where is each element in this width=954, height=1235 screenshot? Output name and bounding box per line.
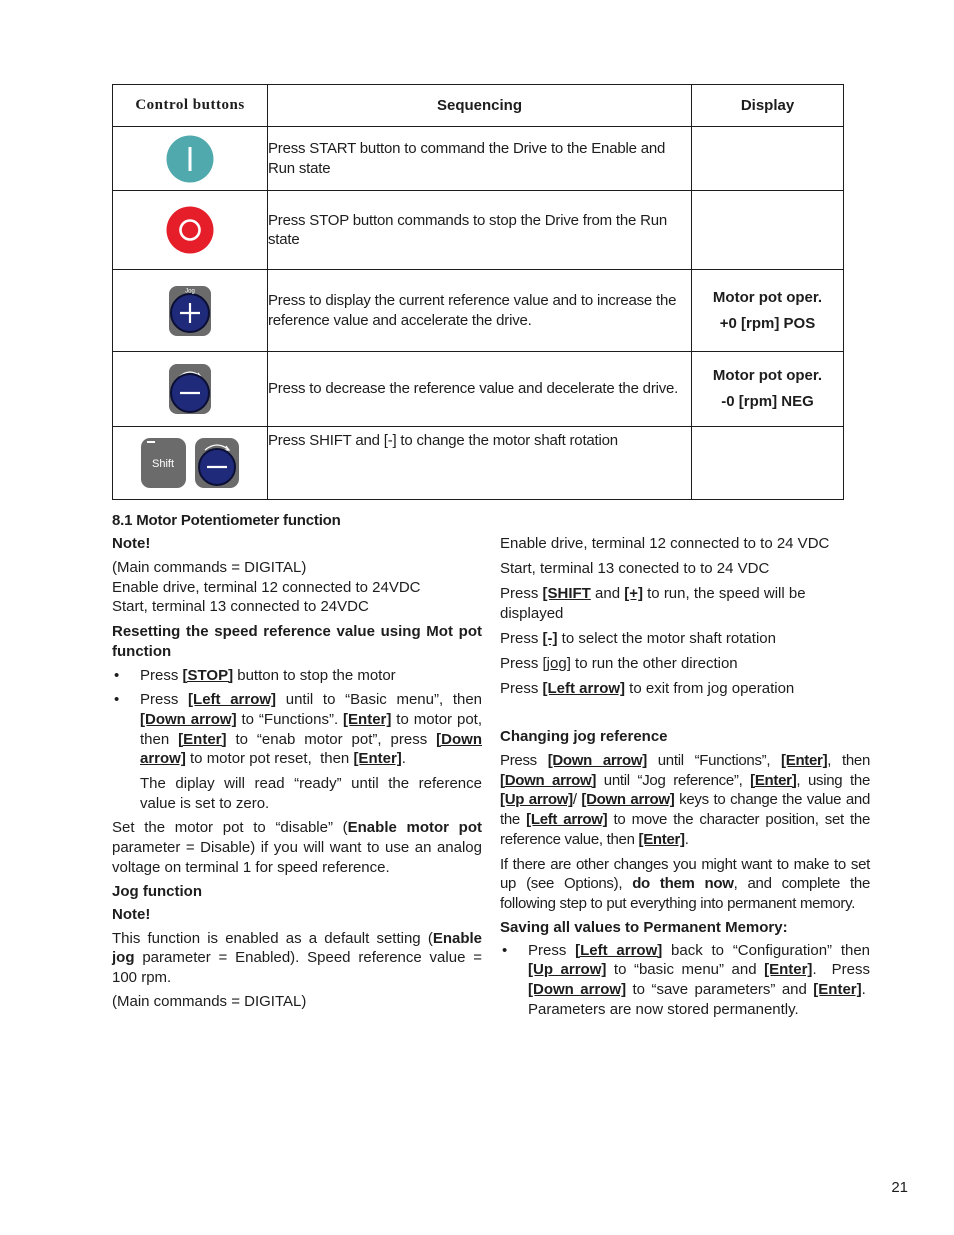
table-row xyxy=(113,270,844,352)
shift-label: Shift xyxy=(151,458,175,470)
display-line-1: Motor pot oper. xyxy=(712,288,823,306)
control-buttons-table xyxy=(112,84,844,500)
save-heading: Saving all values to Permanent Memory: xyxy=(500,918,788,936)
table-row xyxy=(113,352,844,427)
minus-sequencing-text: Press to decrease the reference value and decelerate the drive. xyxy=(268,352,692,427)
jog-plus-display-cell xyxy=(692,270,844,352)
main-commands-text-2: (Main commands = DIGITAL) xyxy=(112,992,307,1010)
stop-button-cell xyxy=(113,191,268,270)
main-commands-text: (Main commands = DIGITAL) xyxy=(112,559,307,576)
jog-heading: Jog function xyxy=(112,882,202,900)
header-display: Display xyxy=(692,85,844,127)
page-number: 21 xyxy=(891,1179,908,1196)
right-column xyxy=(500,534,870,1019)
note2-heading: Note! xyxy=(112,905,151,923)
table-row xyxy=(113,191,844,270)
jog-label: Jog xyxy=(185,288,195,294)
jog-reference-text: Press [Down arrow] until “Functions”, [Enter], then [Down arrow] until “Jog reference”, [Enter], using the [Up arrow]/ [Down arrow] keys to change the value and the [Left arrow] to move the character position, set the reference value, then [Enter]. xyxy=(500,752,870,848)
start-button-icon xyxy=(165,134,215,184)
other-changes-text: If there are other changes you might want to make to set up (see Options), do them now, and complete the following step to put everything into permanent memory. xyxy=(500,855,870,912)
save-steps-list xyxy=(500,941,870,1020)
display-line-2: +0 [rpm] POS xyxy=(719,314,816,332)
display-line-1: Motor pot oper. xyxy=(712,367,823,384)
disable-text: Set the motor pot to “disable” (Enable motor pot parameter = Disable) if you will want to use an analog voltage on terminal 1 for speed reference. xyxy=(112,819,482,876)
table-row xyxy=(113,127,844,191)
jog-direction-text: Press [jog] to run the other direction xyxy=(500,655,738,672)
shift-sequencing-text: Press SHIFT and [-] to change the motor shaft rotation xyxy=(268,427,692,500)
start-text: Start, terminal 13 connected to 24VDC xyxy=(112,598,369,615)
start-sequencing-text: Press START button to command the Drive to the Enable and Run state xyxy=(268,127,692,191)
shift-minus-buttons-icon xyxy=(139,436,241,490)
list-item: • Press [STOP] button to stop the motor xyxy=(112,666,482,686)
section-title: 8.1 Motor Potentiometer function xyxy=(112,512,341,529)
reset-steps-list xyxy=(112,666,482,770)
left-column xyxy=(112,512,482,1010)
enable-drive-text-r: Enable drive, terminal 12 connected to to 24 VDC xyxy=(500,535,830,552)
stop-display-cell xyxy=(692,191,844,270)
stop-sequencing-text: Press STOP button commands to stop the Drive from the Run state xyxy=(268,191,692,270)
minus-button-icon xyxy=(167,363,213,415)
exit-jog-text: Press [Left arrow] to exit from jog operation xyxy=(500,680,795,697)
header-sequencing: Sequencing xyxy=(268,85,692,127)
display-line-2: -0 [rpm] NEG xyxy=(721,393,814,410)
table-row xyxy=(113,427,844,500)
jog-plus-button-icon xyxy=(167,285,213,337)
enable-drive-text: Enable drive, terminal 12 connected to 24VDC xyxy=(112,578,421,596)
stop-button-icon xyxy=(165,205,215,255)
minus-display-cell xyxy=(692,352,844,427)
jog-reference-heading: Changing jog reference xyxy=(500,728,668,745)
shift-plus-text: Press [SHIFT and [+] to run, the speed will be displayed xyxy=(500,585,806,622)
table-header-row xyxy=(113,85,844,127)
minus-button-cell xyxy=(113,352,268,427)
header-control-buttons: Control buttons xyxy=(113,85,268,127)
ready-text: The diplay will read “ready” until the reference value is set to zero. xyxy=(140,775,482,812)
jog-default-text: This function is enabled as a default setting (Enable jog parameter = Enabled). Speed reference value = 100 rpm. xyxy=(112,929,482,986)
start-button-cell xyxy=(113,127,268,191)
start-display-cell xyxy=(692,127,844,191)
start-text-r: Start, terminal 13 conected to to 24 VDC xyxy=(500,560,770,577)
minus-rotation-text: Press [-] to select the motor shaft rotation xyxy=(500,630,776,647)
list-item: • Press [Left arrow] back to “Configuration” then [Up arrow] to “basic menu” and [Enter]. Press [Down arrow] to “save parameters” and [Enter]. Parameters are now stored permanently. xyxy=(500,941,870,1020)
jog-plus-sequencing-text: Press to display the current reference value and to increase the reference value and accelerate the drive. xyxy=(268,270,692,352)
reset-heading: Resetting the speed reference value using Mot pot function xyxy=(112,622,482,660)
note-heading: Note! xyxy=(112,535,151,552)
shift-minus-button-cell xyxy=(113,427,268,500)
shift-display-cell xyxy=(692,427,844,500)
list-item: • Press [Left arrow] until to “Basic menu”, then [Down arrow] to “Functions”. [Enter] to motor pot, then [Enter] to “enab motor pot”, press [Down arrow] to motor pot reset, then [Enter]. xyxy=(112,690,482,769)
jog-plus-button-cell xyxy=(113,270,268,352)
